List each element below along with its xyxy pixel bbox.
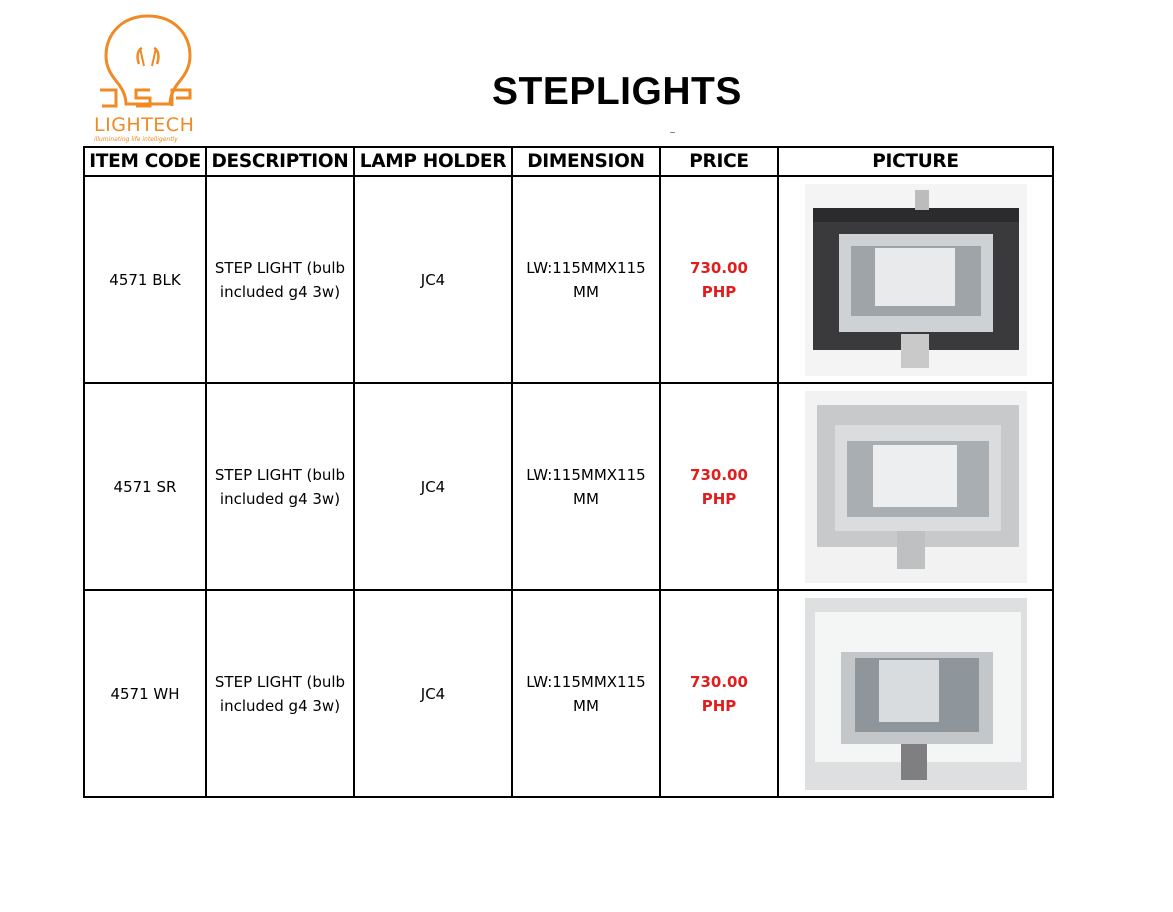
divider xyxy=(670,132,675,133)
lamp-holder: JC4 xyxy=(354,176,512,383)
price-currency: PHP xyxy=(701,489,737,508)
price-amount: 730.00 xyxy=(690,465,748,484)
product-picture xyxy=(778,176,1053,383)
brand-tagline: illuminating life intelligently xyxy=(94,136,178,143)
price xyxy=(660,590,778,797)
dimension xyxy=(512,176,660,383)
dimension xyxy=(512,590,660,797)
product-picture xyxy=(778,590,1053,797)
description-line: included g4 3w) xyxy=(219,489,341,508)
table-row xyxy=(84,176,1053,383)
dimension-line: MM xyxy=(573,282,599,301)
dimension-line: LW:115MMX115 xyxy=(526,672,646,691)
description xyxy=(206,590,354,797)
table-row xyxy=(84,590,1053,797)
dimension-line: MM xyxy=(573,489,599,508)
header-picture: PICTURE xyxy=(778,147,1053,176)
header-price: PRICE xyxy=(660,147,778,176)
header-item-code: ITEM CODE xyxy=(84,147,206,176)
header-description: DESCRIPTION xyxy=(206,147,354,176)
description-line: STEP LIGHT (bulb xyxy=(214,258,346,277)
bulb-icon xyxy=(92,12,204,116)
product-table xyxy=(83,146,1054,798)
dimension-line: LW:115MMX115 xyxy=(526,258,646,277)
description xyxy=(206,176,354,383)
brand-logo xyxy=(92,12,204,143)
dimension xyxy=(512,383,660,590)
description-line: STEP LIGHT (bulb xyxy=(214,672,346,691)
header-lamp-holder: LAMP HOLDER xyxy=(354,147,512,176)
steplight-silver-image xyxy=(805,391,1027,583)
dimension-line: MM xyxy=(573,696,599,715)
item-code: 4571 BLK xyxy=(84,176,206,383)
table-header-row xyxy=(84,147,1053,176)
price-currency: PHP xyxy=(701,696,737,715)
price xyxy=(660,176,778,383)
item-code: 4571 WH xyxy=(84,590,206,797)
description-line: included g4 3w) xyxy=(219,282,341,301)
steplight-white-image xyxy=(805,598,1027,790)
table-row xyxy=(84,383,1053,590)
lamp-holder: JC4 xyxy=(354,590,512,797)
description xyxy=(206,383,354,590)
brand-name: LIGHTECH xyxy=(94,114,195,136)
lamp-holder: JC4 xyxy=(354,383,512,590)
price xyxy=(660,383,778,590)
item-code: 4571 SR xyxy=(84,383,206,590)
description-line: included g4 3w) xyxy=(219,696,341,715)
price-amount: 730.00 xyxy=(690,672,748,691)
price-currency: PHP xyxy=(701,282,737,301)
product-picture xyxy=(778,383,1053,590)
header-dimension: DIMENSION xyxy=(512,147,660,176)
page-title: STEPLIGHTS xyxy=(492,70,742,113)
dimension-line: LW:115MMX115 xyxy=(526,465,646,484)
steplight-black-image xyxy=(805,184,1027,376)
price-amount: 730.00 xyxy=(690,258,748,277)
description-line: STEP LIGHT (bulb xyxy=(214,465,346,484)
